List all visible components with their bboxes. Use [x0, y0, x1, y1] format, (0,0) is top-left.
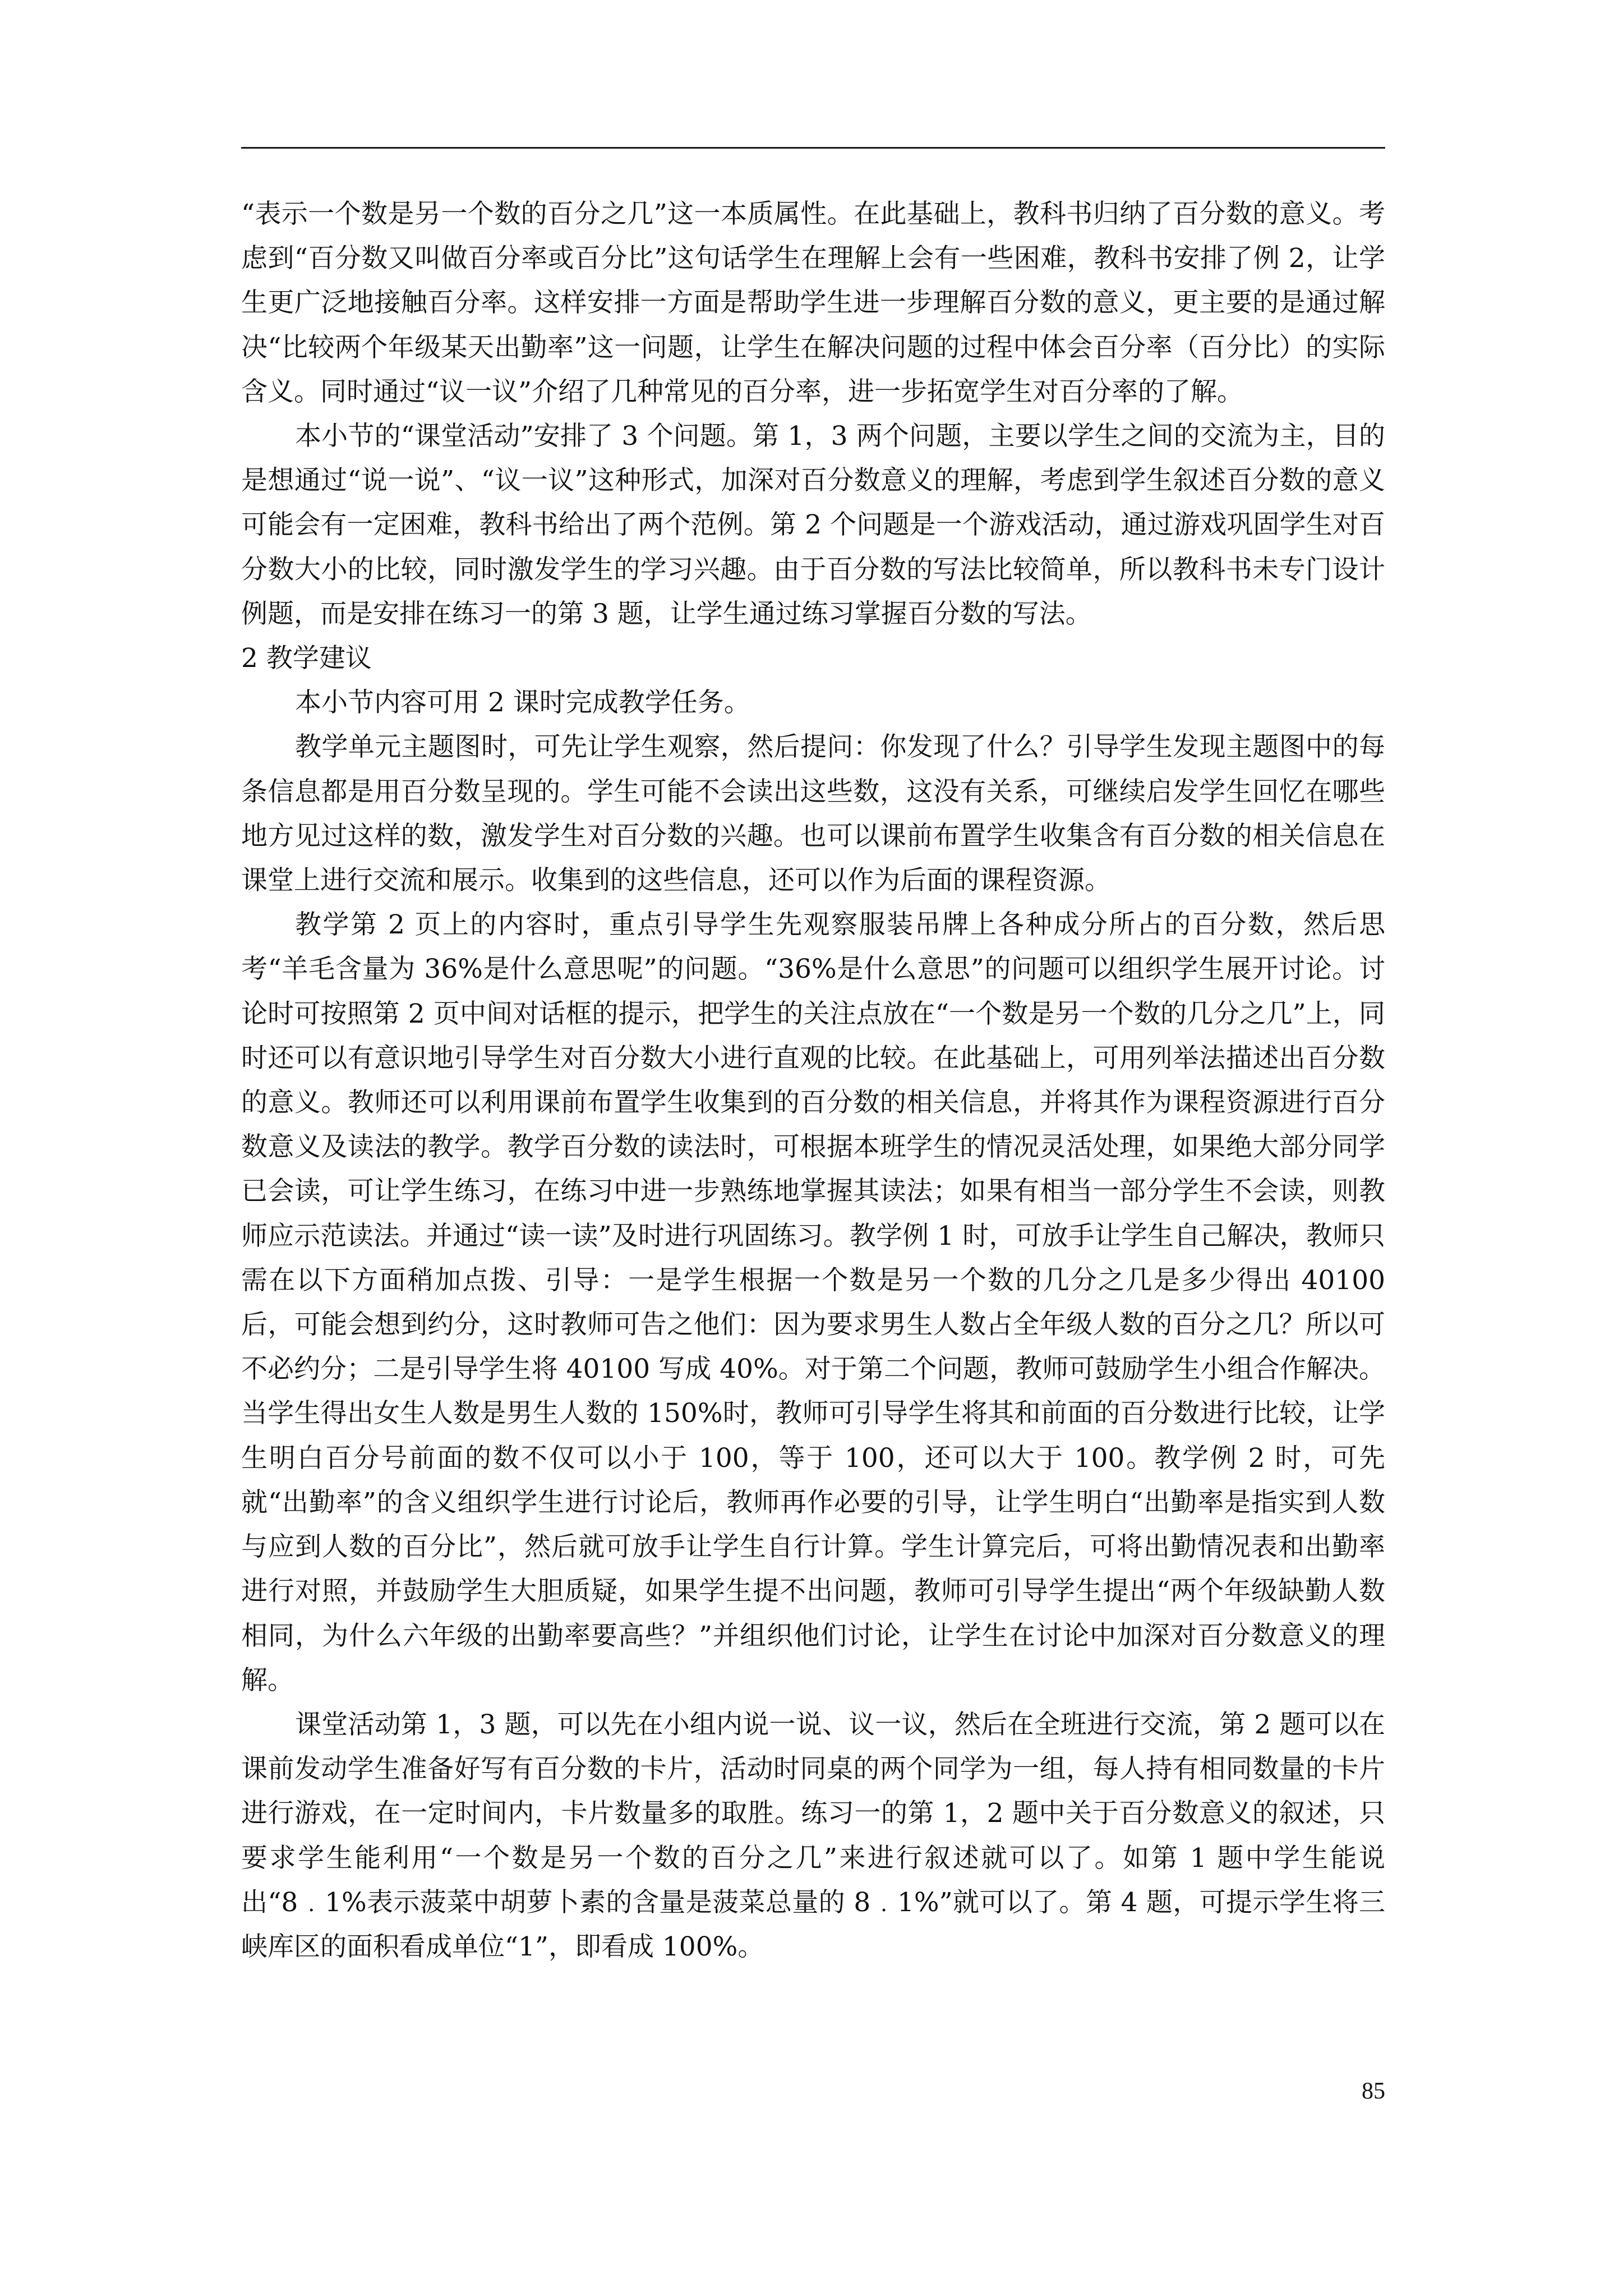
paragraph-2: 本小节的“课堂活动”安排了 3 个问题。第 1，3 两个问题，主要以学生之间的交流为主，目的是想通过“说一说”、“议一议”这种形式，加深对百分数意义的理解，考虑到学生叙述百分数的意义可能会有一定困难，教科书给出了两个范例。第 2 个问题是一个游戏活动，通过游戏巩固学生对百分数大小的比较，同时激发学生的学习兴趣。由于百分数的写法比较简单，所以教科书未专门设计例题，而是安排在练习一的第 3 题，让学生通过练习掌握百分数的写法。: [241, 421, 1385, 629]
header-rule: [241, 147, 1385, 149]
section-heading: 2 教学建议: [241, 643, 372, 674]
paragraph-4: 教学单元主题图时，可先让学生观察，然后提问：你发现了什么？引导学生发现主题图中的每条信息都是用百分数呈现的。学生可能不会读出这些数，这没有关系，可继续启发学生回忆在哪些地方见过这样的数，激发学生对百分数的兴趣。也可以课前布置学生收集含有百分数的相关信息在课堂上进行交流和展示。收集到的这些信息，还可以作为后面的课程资源。: [241, 731, 1385, 896]
body-text: [241, 192, 1385, 1969]
paragraph-5: 教学第 2 页上的内容时，重点引导学生先观察服装吊牌上各种成分所占的百分数，然后思考“羊毛含量为 36%是什么意思呢”的问题。“36%是什么意思”的问题可以组织学生展开讨论。讨论时可按照第 2 页中间对话框的提示，把学生的关注点放在“一个数是另一个数的几分之几”上，同时还可以有意识地引导学生对百分数大小进行直观的比较。在此基础上，可用列举法描述出百分数的意义。教师还可以利用课前布置学生收集到的百分数的相关信息，并将其作为课程资源进行百分数意义及读法的教学。教学百分数的读法时，可根据本班学生的情况灵活处理，如果绝大部分同学已会读，可让学生练习，在练习中进一步熟练地掌握其读法；如果有相当一部分学生不会读，则教师应示范读法。并通过“读一读”及时进行巩固练习。教学例 1 时，可放手让学生自己解决，教师只需在以下方面稍加点拨、引导：一是学生根据一个数是另一个数的几分之几是多少得出 40100 后，可能会想到约分，这时教师可告之他们：因为要求男生人数占全年级人数的百分之几？所以可不必约分；二是引导学生将 40100 写成 40%。对于第二个问题，教师可鼓励学生小组合作解决。当学生得出女生人数是男生人数的 150%时，教师可引导学生将其和前面的百分数进行比较，让学生明白百分号前面的数不仅可以小于 100，等于 100，还可以大于 100。教学例 2 时，可先就“出勤率”的含义组织学生进行讨论后，教师再作必要的引导，让学生明白“出勤率是指实到人数与应到人数的百分比”，然后就可放手让学生自行计算。学生计算完后，可将出勤情况表和出勤率进行对照，并鼓励学生大胆质疑，如果学生提不出问题，教师可引导学生提出“两个年级缺勤人数相同，为什么六年级的出勤率要高些？”并组织他们讨论，让学生在讨论中加深对百分数意义的理解。: [241, 909, 1385, 1696]
page-number: 85: [1362, 2078, 1385, 2104]
paragraph-1: “表示一个数是另一个数的百分之几”这一本质属性。在此基础上，教科书归纳了百分数的意义。考虑到“百分数又叫做百分率或百分比”这句话学生在理解上会有一些困难，教科书安排了例 2，让学生更广泛地接触百分率。这样安排一方面是帮助学生进一步理解百分数的意义，更主要的是通过解决“比较两个年级某天出勤率”这一问题，让学生在解决问题的过程中体会百分率（百分比）的实际含义。同时通过“议一议”介绍了几种常见的百分率，进一步拓宽学生对百分率的了解。: [241, 199, 1385, 407]
paragraph-3: 本小节内容可用 2 课时完成教学任务。: [295, 687, 750, 719]
paragraph-6: 课堂活动第 1，3 题，可以先在小组内说一说、议一议，然后在全班进行交流，第 2 题可以在课前发动学生准备好写有百分数的卡片，活动时同桌的两个同学为一组，每人持有相同数量的卡片进行游戏，在一定时间内，卡片数量多的取胜。练习一的第 1，2 题中关于百分数意义的叙述，只要求学生能利用“一个数是另一个数的百分之几”来进行叙述就可以了。如第 1 题中学生能说出“8﹒1%表示菠菜中胡萝卜素的含量是菠菜总量的 8﹒1%”就可以了。第 4 题，可提示学生将三峡库区的面积看成单位“1”，即看成 100%。: [241, 1709, 1385, 1962]
